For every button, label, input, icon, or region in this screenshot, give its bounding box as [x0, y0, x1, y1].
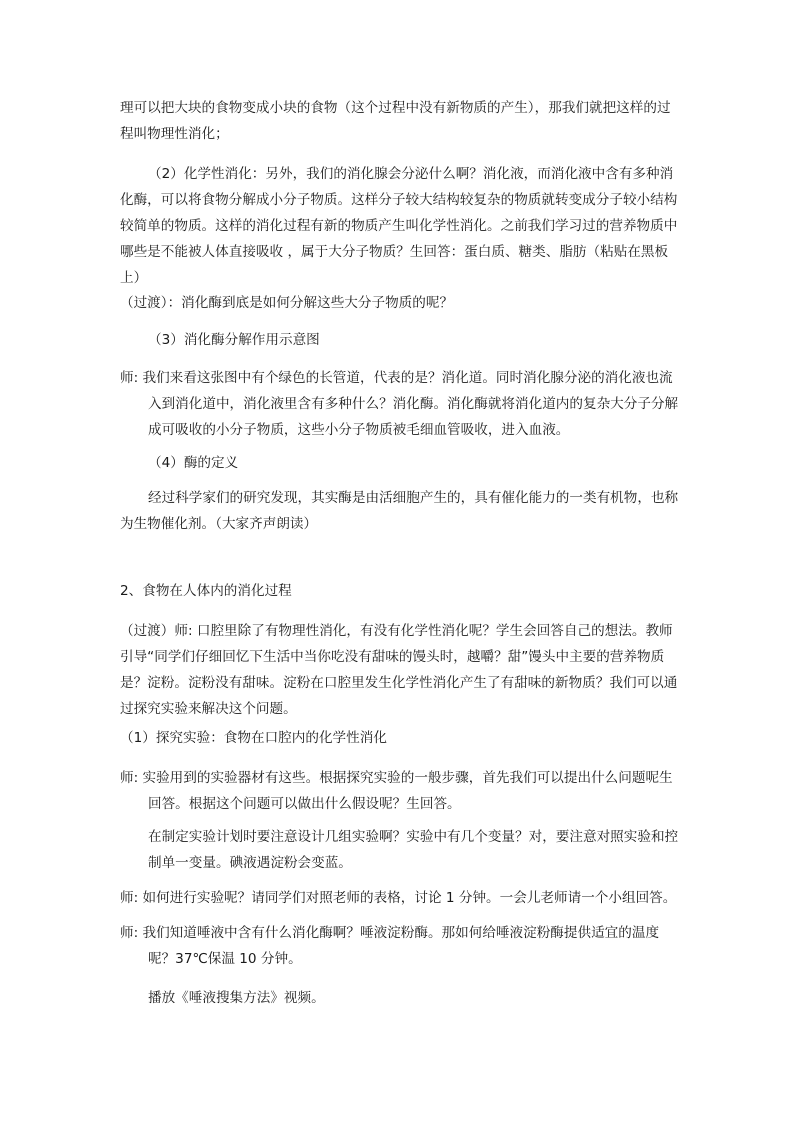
paragraph-transition-enzyme: （过渡）：消化酶到底是如何分解这些大分子物质的呢？ — [120, 295, 454, 311]
paragraph-teacher-equipment: 师: 实验用到的实验器材有这些。根据探究实验的一般步骤，首先我们可以提出什么问题呢生回答。根据这个问题可以做出什么假设呢？生回答。 — [120, 770, 673, 812]
paragraph-teacher-saliva: 师: 我们知道唾液中含有什么消化酶啊？唾液淀粉酶。那如何给唾液淀粉酶提供适宜的温度呢？37℃保温 10 分钟。 — [120, 925, 660, 967]
heading-enzyme-diagram: （3）消化酶分解作用示意图 — [148, 332, 320, 348]
paragraph-enzyme-definition: 经过科学家们的研究发现，其实酶是由活细胞产生的，具有催化能力的一类有机物，也称为生物催化剂。（大家齐声朗读） — [120, 490, 679, 532]
heading-enzyme-definition: （4）酶的定义 — [148, 455, 239, 471]
paragraph-video: 播放《唾液搜集方法》视频。 — [148, 990, 325, 1006]
heading-experiment: （1）探究实验：食物在口腔内的化学性消化 — [120, 730, 387, 746]
paragraph-experiment-plan: 在制定实验计划时要注意设计几组实验啊？实验中有几个变量？对，要注意对照实验和控制单一变量。碘液遇淀粉会变蓝。 — [148, 829, 679, 871]
paragraph-teacher-diagram: 师: 我们来看这张图中有个绿色的长管道，代表的是？消化道。同时消化腺分泌的消化液也流入到消化道中，消化液里含有多种什么？消化酶。消化酶就将消化道内的复杂大分子分解成可吸收的小分子物质，这些小分子物质被毛细血管吸收，进入血液。 — [120, 370, 679, 438]
paragraph-teacher-discussion: 师: 如何进行实验呢？请同学们对照老师的表格，讨论 1 分钟。一会儿老师请一个小组回答。 — [120, 890, 677, 906]
heading-digestion-process: 2、食物在人体内的消化过程 — [120, 583, 292, 599]
paragraph-transition-mouth: （过渡）师: 口腔里除了有物理性消化，有没有化学性消化呢？学生会回答自己的想法。教师引导“同学们仔细回忆下生活中当你吃没有甜味的馒头时，越嚼？甜”馒头中主要的营养物质是？淀粉。淀粉没有甜味。淀粉在口腔里发生化学性消化产生了有甜味的新物质？我们可以通过探究实验来解决这个问题。 — [120, 623, 678, 717]
paragraph-chemical-digestion: （2）化学性消化：另外，我们的消化腺会分泌什么啊？消化液，而消化液中含有多种消化酶，可以将食物分解成小分子物质。这样分子较大结构较复杂的物质就转变成分子较小结构较简单的物质。这样的消化过程有新的物质产生叫化学性消化。之前我们学习过的营养物质中哪些是不能被人体直接吸收 ，属于大分子物质？生回答：蛋白质、糖类、脂肪（粘贴在黑板上） — [120, 166, 678, 286]
paragraph-physical-digestion-end: 理可以把大块的食物变成小块的食物（这个过程中没有新物质的产生），那我们就把这样的过程叫物理性消化； — [120, 100, 671, 142]
